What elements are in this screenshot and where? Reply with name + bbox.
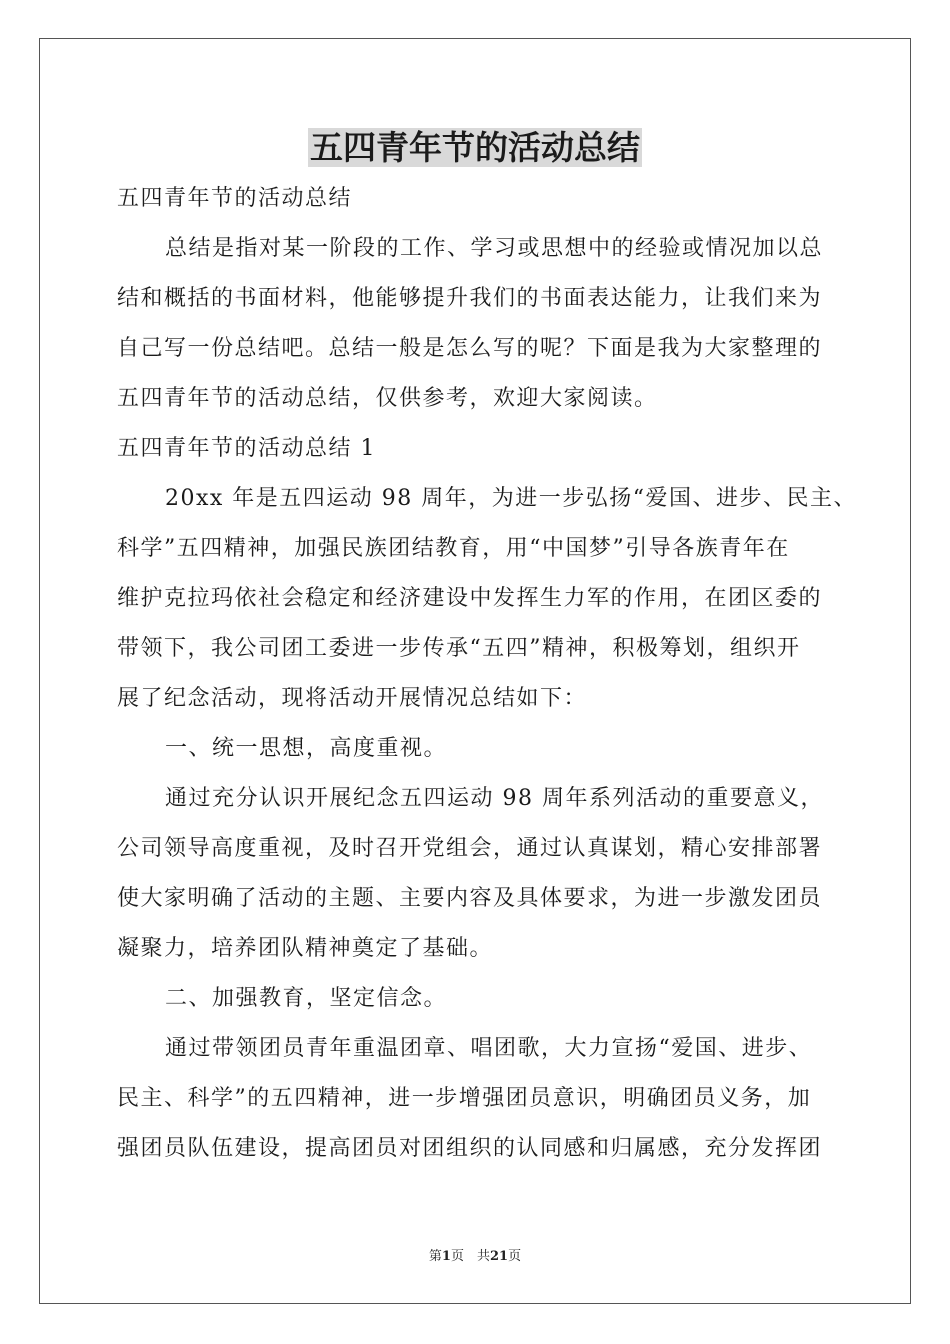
body-line: 通过充分认识开展纪念五四运动 98 周年系列活动的重要意义， [165, 786, 824, 811]
body-line: 使大家明确了活动的主题、主要内容及具体要求，为进一步激发团员 [117, 886, 823, 911]
body-line: 总结是指对某一阶段的工作、学习或思想中的经验或情况加以总 [165, 236, 824, 261]
footer-total-pages: 21 [489, 1249, 509, 1264]
body-line: 凝聚力，培养团队精神奠定了基础。 [117, 936, 494, 961]
body-line: 民主、科学”的五四精神，进一步增强团员意识，明确团员义务，加 [117, 1086, 812, 1111]
body-line: 科学”五四精神，加强民族团结教育，用“中国梦”引导各族青年在 [117, 536, 790, 561]
body-line: 自己写一份总结吧。总结一般是怎么写的呢？下面是我为大家整理的 [117, 336, 823, 361]
footer-suffix: 页 [508, 1249, 522, 1264]
body-line: 结和概括的书面材料，他能够提升我们的书面表达能力，让我们来为 [117, 286, 823, 311]
subsection-heading: 二、加强教育，坚定信念。 [165, 986, 448, 1011]
document-title [0, 126, 950, 170]
body-line: 通过带领团员青年重温团章、唱团歌，大力宣扬“爱国、进步、 [165, 1036, 813, 1061]
section-heading: 五四青年节的活动总结 1 [117, 436, 376, 461]
body-line: 五四青年节的活动总结，仅供参考，欢迎大家阅读。 [117, 386, 658, 411]
footer-prefix: 第 [428, 1249, 442, 1264]
footer-current-page: 1 [441, 1249, 451, 1264]
body-line: 强团员队伍建设，提高团员对团组织的认同感和归属感，充分发挥团 [117, 1136, 823, 1161]
footer-mid: 页 共 [450, 1249, 490, 1264]
body-line: 维护克拉玛依社会稳定和经济建设中发挥生力军的作用，在团区委的 [117, 586, 823, 611]
body-line: 公司领导高度重视，及时召开党组会，通过认真谋划，精心安排部署 [117, 836, 823, 861]
page-number-footer [0, 1248, 950, 1266]
document-title-text: 五四青年节的活动总结 [310, 128, 640, 167]
body-line: 20xx 年是五四运动 98 周年，为进一步弘扬“爱国、进步、民主、 [165, 486, 858, 511]
body-line: 展了纪念活动，现将活动开展情况总结如下： [117, 686, 588, 711]
body-line: 带领下，我公司团工委进一步传承“五四”精神，积极筹划，组织开 [117, 636, 801, 661]
subsection-heading: 一、统一思想，高度重视。 [165, 736, 448, 761]
subtitle-line: 五四青年节的活动总结 [117, 186, 353, 211]
